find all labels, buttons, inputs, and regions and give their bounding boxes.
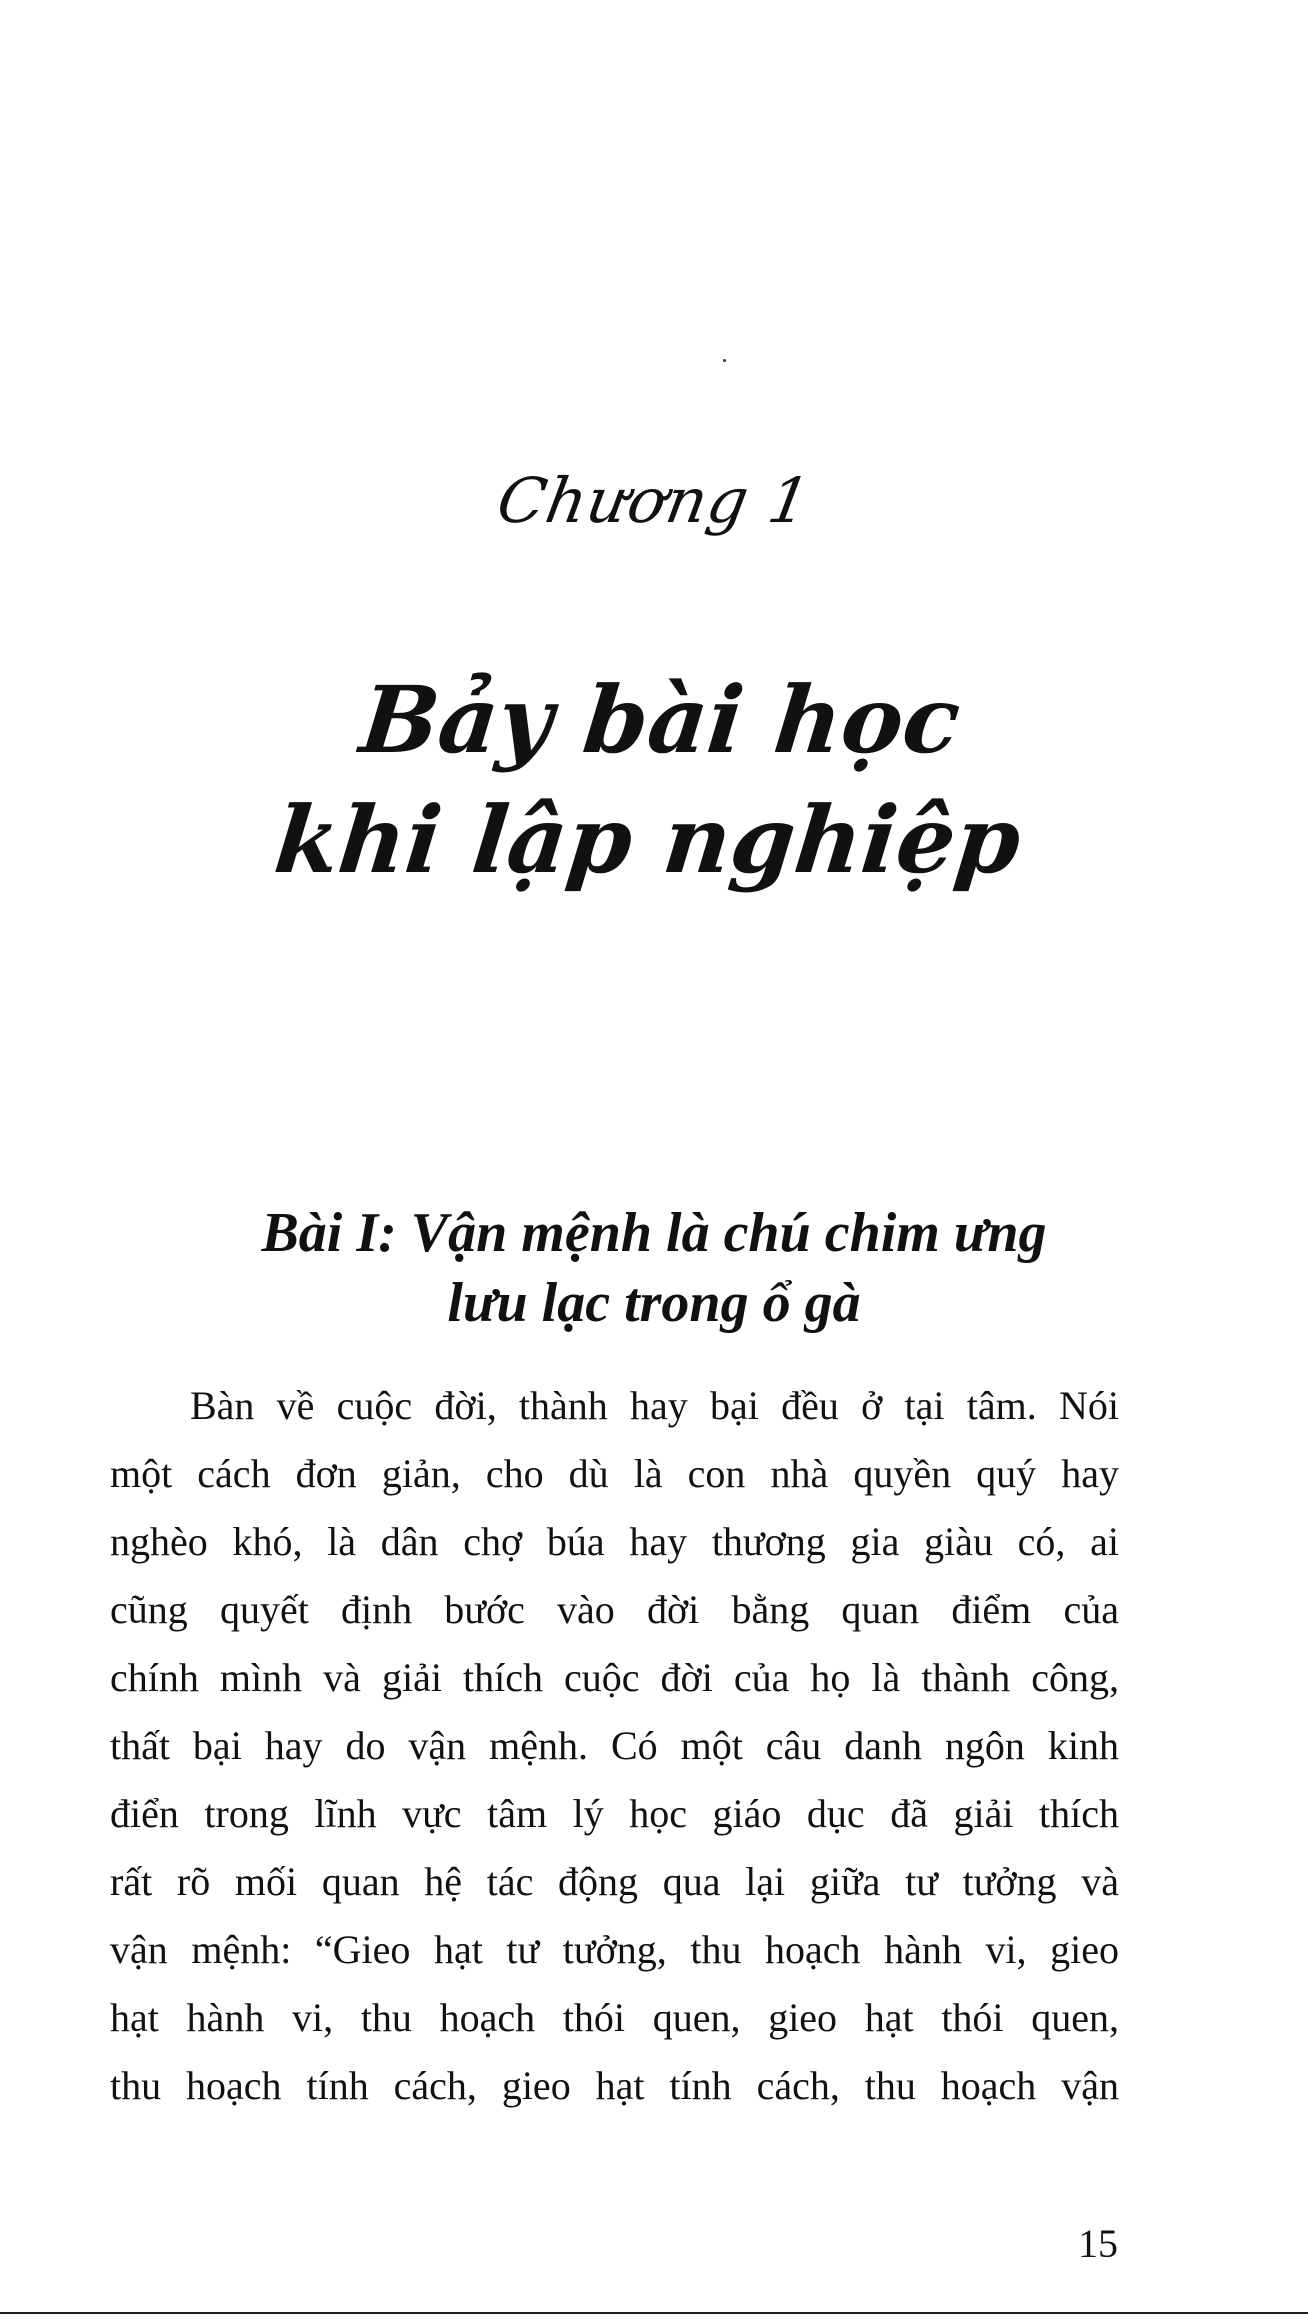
body-line: một cách đơn giản, cho dù là con nhà quyền quý hay: [110, 1451, 1119, 1496]
body-line: rất rõ mối quan hệ tác động qua lại giữa tư tưởng và: [110, 1859, 1119, 1904]
print-speck: [723, 359, 726, 362]
body-line: điển trong lĩnh vực tâm lý học giáo dục đã giải thích: [110, 1791, 1119, 1836]
chapter-title-line: khi lập nghiệp: [269, 786, 1026, 894]
body-line: Bàn về cuộc đời, thành hay bại đều ở tại tâm. Nói: [190, 1383, 1119, 1428]
chapter-title: [0, 660, 1308, 900]
chapter-label: Chương 1: [491, 464, 817, 537]
body-line: thất bại hay do vận mệnh. Có một câu danh ngôn kinh: [110, 1723, 1119, 1768]
body-line: vận mệnh: “Gieo hạt tư tưởng, thu hoạch hành vi, gieo: [110, 1927, 1119, 1972]
bottom-rule: [0, 2312, 1308, 2314]
body-line: cũng quyết định bước vào đời bằng quan điểm của: [110, 1587, 1119, 1632]
lesson-title-line: Bài I: Vận mệnh là chú chim ưng: [261, 1202, 1047, 1264]
body-line: hạt hành vi, thu hoạch thói quen, gieo hạt thói quen,: [110, 1995, 1119, 2040]
body-line: nghèo khó, là dân chợ búa hay thương gia giàu có, ai: [110, 1519, 1119, 1564]
page-number: 15: [1078, 2221, 1118, 2266]
lesson-title-line: lưu lạc trong ổ gà: [447, 1272, 861, 1334]
body-line: thu hoạch tính cách, gieo hạt tính cách, thu hoạch vận: [110, 2063, 1119, 2108]
lesson-title: [0, 1198, 1308, 1338]
body-paragraph: [110, 1372, 1119, 2120]
chapter-title-line: Bảy bài học: [355, 666, 965, 774]
body-line: chính mình và giải thích cuộc đời của họ là thành công,: [110, 1655, 1119, 1700]
